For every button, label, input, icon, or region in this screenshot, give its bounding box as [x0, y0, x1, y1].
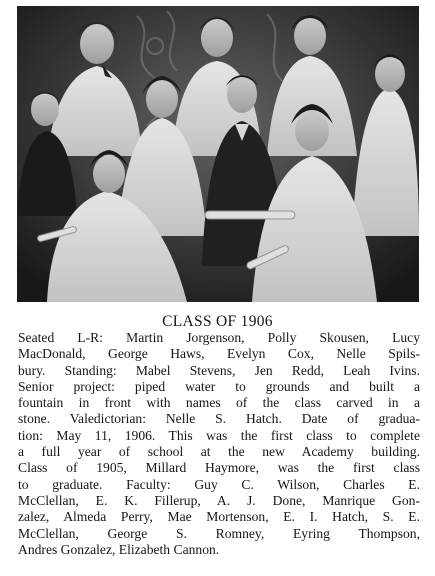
caption-line: MacDonald, George Haws, Evelyn Cox, Nelle Spils- — [18, 346, 420, 362]
class-photo-illustration — [17, 6, 419, 302]
caption-line: zalez, Almeda Perry, Mae Mortenson, E. I. Hatch, S. E. — [18, 509, 420, 525]
caption-line: McClellan, George S. Romney, Eyring Thompson, — [18, 525, 420, 541]
caption-title: CLASS OF 1906 — [162, 313, 273, 330]
caption-line: stone. Valedictorian: Nelle S. Hatch. Date of gradua- — [18, 411, 420, 427]
caption-line: Andres Gonzalez, Elizabeth Cannon. — [18, 541, 220, 557]
class-photo — [17, 6, 419, 302]
caption-line: a full year of school at the new Academy building. — [18, 444, 420, 460]
caption-line: Senior project: piped water to grounds and built a — [18, 378, 420, 394]
caption-line: fountain in front with names of the class carved in a — [18, 395, 420, 411]
caption-line: Class of 1905, Millard Haymore, was the first class — [18, 460, 420, 476]
caption-line: Seated L-R: Martin Jorgenson, Polly Skousen, Lucy — [18, 330, 420, 345]
caption-line: bury. Standing: Mabel Stevens, Jen Redd, Leah Ivins. — [18, 362, 420, 378]
caption-line: tion: May 11, 1906. This was the first class to complete — [18, 427, 420, 443]
caption-body — [18, 330, 420, 558]
caption-line: McClellan, E. K. Fillerup, A. J. Done, Manrique Gon- — [18, 492, 420, 508]
caption-line: to graduate. Faculty: Guy C. Wilson, Charles E. — [18, 476, 420, 492]
